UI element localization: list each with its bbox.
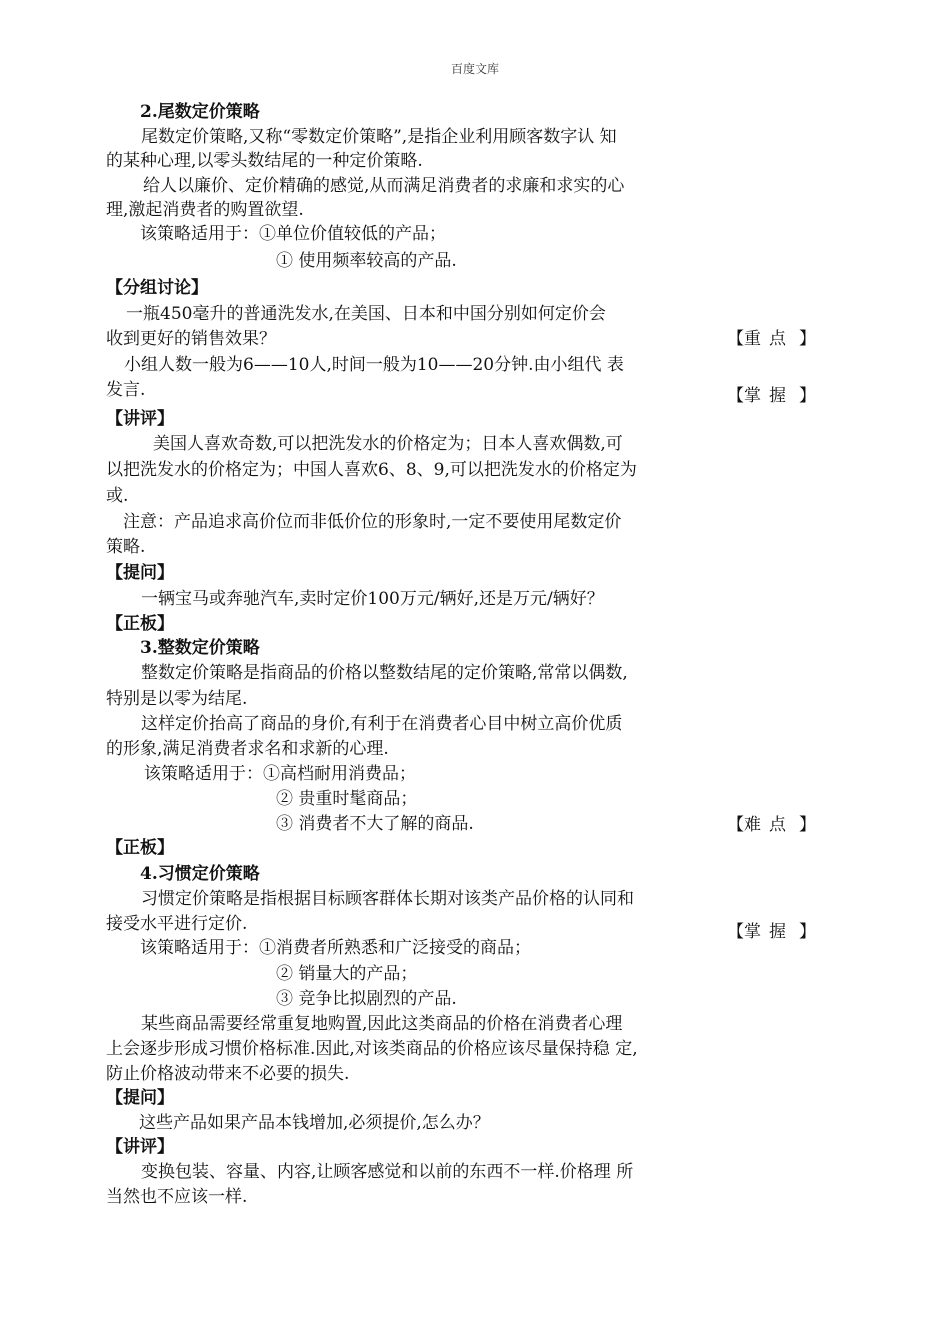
margin-note [727, 813, 816, 837]
margin-note [727, 920, 816, 944]
text-line: 注意：产品追求高价位而非低价位的形象时,一定不要使用尾数定价 [123, 512, 622, 532]
margin-note [727, 384, 816, 408]
text-line: 防止价格波动带来不必要的损失. [106, 1064, 350, 1084]
text-line: 当然也不应该一样. [106, 1187, 248, 1207]
text-line: 习惯定价策略是指根据目标顾客群体长期对该类产品价格的认同和 [141, 889, 634, 909]
text-line: 一瓶450毫升的普通洗发水,在美国、日本和中国分别如何定价会 [126, 304, 606, 324]
bracket-heading: 【正板】 [106, 838, 174, 858]
text-line: 尾数定价策略,又称“零数定价策略”,是指企业利用顾客数字认 知 [141, 127, 617, 147]
margin-note-c1: 掌 [744, 922, 761, 942]
text-line: 某些商品需要经常重复地购置,因此这类商品的价格在消费者心理 [141, 1014, 623, 1034]
bracket-heading: 【讲评】 [106, 409, 174, 429]
bracket-heading: 【分组讨论】 [106, 278, 208, 298]
bracket-heading: 【正板】 [106, 614, 174, 634]
bracket-heading: 【提问】 [106, 563, 174, 583]
text-line: ② 销量大的产品； [276, 964, 418, 984]
text-line: 上会逐步形成习惯价格标准.因此,对该类商品的价格应该尽量保持稳 定, [106, 1039, 638, 1059]
margin-note-close: 】 [799, 386, 816, 406]
margin-note-close: 】 [799, 922, 816, 942]
bracket-heading: 【提问】 [106, 1088, 174, 1108]
text-line: 的形象,满足消费者求名和求新的心理. [106, 739, 389, 759]
text-line: 的某种心理,以零头数结尾的一种定价策略. [106, 151, 423, 171]
margin-note-c1: 难 [744, 815, 761, 835]
section-heading: 2.尾数定价策略 [140, 102, 260, 122]
text-line: 接受水平进行定价. [106, 914, 248, 934]
margin-note-close: 】 [799, 329, 816, 349]
text-line: 理,激起消费者的购置欲望. [106, 200, 304, 220]
section-heading: 3.整数定价策略 [140, 638, 260, 658]
text-line: ① 使用频率较高的产品. [276, 251, 457, 271]
margin-note-open: 【 [727, 922, 744, 942]
text-line: 该策略适用于：①消费者所熟悉和广泛接受的商品； [140, 938, 531, 958]
text-line: 策略. [106, 537, 146, 557]
bracket-heading: 【讲评】 [106, 1137, 174, 1157]
section-heading: 4.习惯定价策略 [140, 864, 260, 884]
text-line: 特别是以零为结尾. [106, 689, 248, 709]
margin-note-c2: 点 [769, 329, 786, 349]
margin-note-c2: 握 [769, 922, 786, 942]
text-line: 美国人喜欢奇数,可以把洗发水的价格定为；日本人喜欢偶数,可 [153, 434, 623, 454]
text-line: 或. [106, 486, 129, 506]
text-line: 给人以廉价、定价精确的感觉,从而满足消费者的求廉和求实的心 [143, 176, 625, 196]
text-line: 以把洗发水的价格定为；中国人喜欢6、8、9,可以把洗发水的价格定为 [106, 460, 637, 480]
margin-note-open: 【 [727, 815, 744, 835]
text-line: 该策略适用于：①高档耐用消费品； [144, 764, 416, 784]
text-line: ③ 竞争比拟剧烈的产品. [276, 989, 457, 1009]
text-line: 这些产品如果产品本钱增加,必须提价,怎么办？ [139, 1113, 490, 1133]
text-line: ③ 消费者不大了解的商品. [276, 814, 474, 834]
text-line: 发言. [106, 380, 146, 400]
page-header: 百度文库 [450, 62, 499, 76]
margin-note-c1: 重 [744, 329, 761, 349]
margin-note-c1: 掌 [744, 386, 761, 406]
margin-note-open: 【 [727, 329, 744, 349]
text-line: 变换包装、容量、内容,让顾客感觉和以前的东西不一样.价格理 所 [141, 1162, 634, 1182]
margin-note [727, 327, 816, 351]
text-line: 一辆宝马或奔驰汽车,卖时定价100万元/辆好,还是万元/辆好？ [141, 589, 604, 609]
margin-note-close: 】 [799, 815, 816, 835]
text-line: 该策略适用于：①单位价值较低的产品； [140, 224, 446, 244]
text-line: 这样定价抬高了商品的身价,有利于在消费者心目中树立高价优质 [141, 714, 623, 734]
margin-note-c2: 点 [769, 815, 786, 835]
margin-note-open: 【 [727, 386, 744, 406]
text-line: 小组人数一般为6——10人,时间一般为10——20分钟.由小组代 表 [124, 355, 624, 375]
margin-note-c2: 握 [769, 386, 786, 406]
text-line: 收到更好的销售效果？ [106, 329, 276, 349]
text-line: ② 贵重时髦商品； [276, 789, 418, 809]
text-line: 整数定价策略是指商品的价格以整数结尾的定价策略,常常以偶数, [141, 663, 628, 683]
